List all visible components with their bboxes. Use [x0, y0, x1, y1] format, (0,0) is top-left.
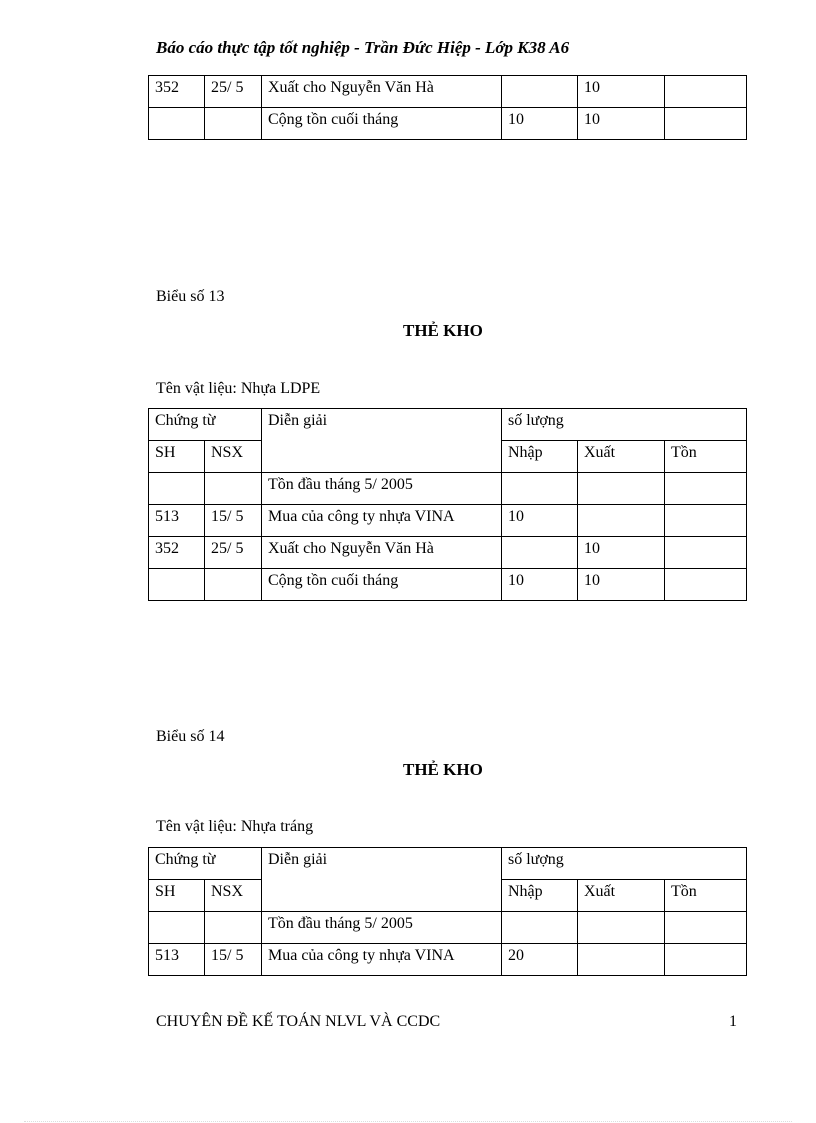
header-chung-tu: Chứng từ	[149, 409, 262, 441]
page-bottom-divider	[24, 1121, 792, 1122]
cell-xuat	[578, 473, 665, 505]
cell-nsx	[205, 912, 262, 944]
header-nsx: NSX	[205, 441, 262, 473]
cell-ton	[665, 76, 747, 108]
cell-dien-giai: Cộng tồn cuối tháng	[262, 569, 502, 601]
material-name-14: Tên vật liệu: Nhựa tráng	[156, 818, 314, 835]
table-header-row	[149, 848, 747, 880]
stock-card-table-14	[148, 847, 747, 976]
cell-xuat: 10	[578, 569, 665, 601]
cell-xuat: 10	[578, 108, 665, 140]
stock-card-title-14: THẺ KHO	[403, 760, 483, 779]
cell-sh	[149, 473, 205, 505]
table-row	[149, 569, 747, 601]
cell-nhap	[502, 912, 578, 944]
cell-sh	[149, 108, 205, 140]
header-sh: SH	[149, 880, 205, 912]
cell-ton	[665, 505, 747, 537]
cell-nsx	[205, 569, 262, 601]
header-chung-tu: Chứng từ	[149, 848, 262, 880]
page-header: Báo cáo thực tập tốt nghiệp - Trần Đức Hiệp - Lớp K38 A6	[156, 38, 570, 57]
cell-sh: 352	[149, 76, 205, 108]
cell-ton	[665, 569, 747, 601]
cell-dien-giai: Xuất cho Nguyễn Văn Hà	[262, 537, 502, 569]
table-row	[149, 108, 747, 140]
cell-dien-giai: Mua của công ty nhựa VINA	[262, 505, 502, 537]
cell-xuat: 10	[578, 76, 665, 108]
cell-ton	[665, 108, 747, 140]
table-row	[149, 76, 747, 108]
table-row	[149, 473, 747, 505]
table-row	[149, 944, 747, 976]
cell-nsx	[205, 473, 262, 505]
header-nsx: NSX	[205, 880, 262, 912]
header-nhap: Nhập	[502, 880, 578, 912]
cell-nhap: 10	[502, 505, 578, 537]
cell-dien-giai: Tồn đầu tháng 5/ 2005	[262, 473, 502, 505]
cell-sh	[149, 569, 205, 601]
header-so-luong: số lượng	[502, 848, 747, 880]
cell-xuat	[578, 505, 665, 537]
stock-card-table-continued	[148, 75, 747, 140]
header-dien-giai: Diễn giải	[262, 848, 502, 912]
form-number-13: Biểu số 13	[156, 288, 225, 305]
table-row	[149, 912, 747, 944]
cell-ton	[665, 944, 747, 976]
material-name-13: Tên vật liệu: Nhựa LDPE	[156, 380, 321, 397]
table-header-row	[149, 409, 747, 441]
cell-ton	[665, 912, 747, 944]
cell-ton	[665, 537, 747, 569]
table-row	[149, 537, 747, 569]
cell-dien-giai: Cộng tồn cuối tháng	[262, 108, 502, 140]
cell-dien-giai: Tồn đầu tháng 5/ 2005	[262, 912, 502, 944]
header-dien-giai: Diễn giải	[262, 409, 502, 473]
cell-nsx: 25/ 5	[205, 76, 262, 108]
cell-dien-giai: Mua của công ty nhựa VINA	[262, 944, 502, 976]
header-ton: Tồn	[665, 880, 747, 912]
cell-nhap: 10	[502, 108, 578, 140]
header-ton: Tồn	[665, 441, 747, 473]
header-nhap: Nhập	[502, 441, 578, 473]
table-row	[149, 505, 747, 537]
cell-sh	[149, 912, 205, 944]
page-number: 1	[729, 1013, 737, 1030]
cell-sh: 352	[149, 537, 205, 569]
header-xuat: Xuất	[578, 880, 665, 912]
header-sh: SH	[149, 441, 205, 473]
cell-nhap	[502, 537, 578, 569]
header-xuat: Xuất	[578, 441, 665, 473]
header-so-luong: số lượng	[502, 409, 747, 441]
cell-nsx: 15/ 5	[205, 505, 262, 537]
cell-ton	[665, 473, 747, 505]
cell-nsx: 15/ 5	[205, 944, 262, 976]
stock-card-title-13: THẺ KHO	[403, 321, 483, 340]
cell-nhap	[502, 76, 578, 108]
cell-dien-giai: Xuất cho Nguyễn Văn Hà	[262, 76, 502, 108]
cell-nhap	[502, 473, 578, 505]
cell-nsx	[205, 108, 262, 140]
cell-xuat	[578, 944, 665, 976]
footer-title: CHUYÊN ĐỀ KẾ TOÁN NLVL VÀ CCDC	[156, 1013, 441, 1030]
cell-sh: 513	[149, 944, 205, 976]
form-number-14: Biểu số 14	[156, 728, 225, 745]
cell-nsx: 25/ 5	[205, 537, 262, 569]
cell-nhap: 20	[502, 944, 578, 976]
cell-xuat: 10	[578, 537, 665, 569]
cell-sh: 513	[149, 505, 205, 537]
cell-xuat	[578, 912, 665, 944]
cell-nhap: 10	[502, 569, 578, 601]
stock-card-table-13	[148, 408, 747, 601]
